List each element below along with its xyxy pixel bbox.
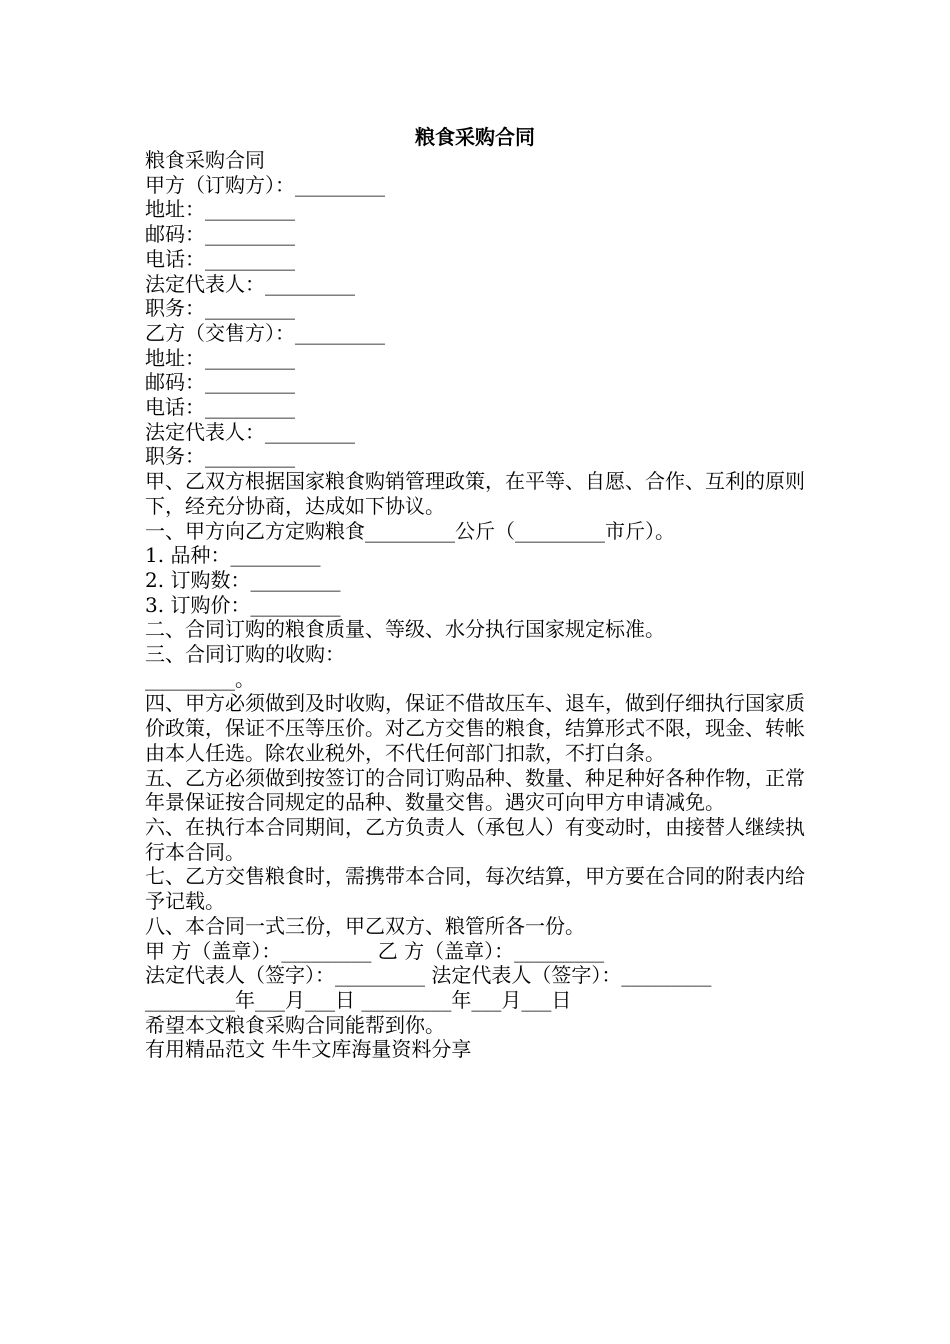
signature-date-line: _________年___月___日 _________年___月___日 — [145, 987, 572, 1012]
clause-5: 五、乙方必须做到按签订的合同订购品种、数量、种足种好各种作物，正常年景保证按合同规定的品种、数量交售。遇灾可向甲方申请减免。 — [145, 765, 805, 815]
clause-1-item-1: 1. 品种：_________ — [145, 543, 321, 568]
clause-2: 二、合同订购的粮食质量、等级、水分执行国家规定标准。 — [145, 617, 665, 642]
document-title: 粮食采购合同 — [415, 125, 535, 149]
party-a-position: 职务：_________ — [145, 296, 295, 321]
party-b-postcode: 邮码：_________ — [145, 370, 295, 395]
document-body — [145, 148, 805, 1062]
clause-1-item-2: 2. 订购数：_________ — [145, 567, 341, 592]
clause-6: 六、在执行本合同期间，乙方负责人（承包人）有变动时，由接替人继续执行本合同。 — [145, 814, 805, 864]
party-b-line: 乙方（交售方）：_________ — [145, 320, 385, 345]
party-b-position: 职务：_________ — [145, 444, 295, 469]
party-b-phone: 电话：_________ — [145, 395, 295, 420]
party-b-legal-rep: 法定代表人：_________ — [145, 419, 355, 444]
party-a-address: 地址：_________ — [145, 197, 295, 222]
signature-seal-line: 甲 方（盖章）：_________ 乙 方（盖章）：_________ — [145, 938, 605, 963]
party-a-postcode: 邮码：_________ — [145, 222, 295, 247]
party-a-phone: 电话：_________ — [145, 246, 295, 271]
party-a-legal-rep: 法定代表人：_________ — [145, 271, 355, 296]
subtitle-line: 粮食采购合同 — [145, 148, 265, 172]
clause-7: 七、乙方交售粮食时，需携带本合同，每次结算，甲方要在合同的附表内给予记载。 — [145, 864, 805, 914]
clause-3-blank: _________。 — [145, 666, 255, 691]
party-b-address: 地址：_________ — [145, 345, 295, 370]
clause-1-item-3: 3. 订购价：_________ — [145, 592, 341, 617]
clause-1: 一、甲方向乙方定购粮食_________公斤（_________市斤）。 — [145, 518, 675, 543]
clause-3: 三、合同订购的收购： — [145, 642, 345, 667]
footer-line: 有用精品范文 牛牛文库海量资料分享 — [145, 1037, 472, 1062]
intro-paragraph: 甲、乙双方根据国家粮食购销管理政策，在平等、自愿、合作、互利的原则下，经充分协商，达成如下协议。 — [145, 469, 805, 518]
signature-rep-line: 法定代表人（签字）：_________ 法定代表人（签字）：_________ — [145, 963, 712, 988]
clause-8: 八、本合同一式三份，甲乙双方、粮管所各一份。 — [145, 913, 585, 938]
clause-4: 四、甲方必须做到及时收购，保证不借故压车、退车，做到仔细执行国家质价政策，保证不压等压价。对乙方交售的粮食，结算形式不限，现金、转帐由本人任选。除农业税外，不代任何部门扣款，不打白条。 — [145, 691, 805, 765]
party-a-line: 甲方（订购方）：_________ — [145, 172, 385, 197]
closing-line: 希望本文粮食采购合同能帮到你。 — [145, 1012, 445, 1037]
